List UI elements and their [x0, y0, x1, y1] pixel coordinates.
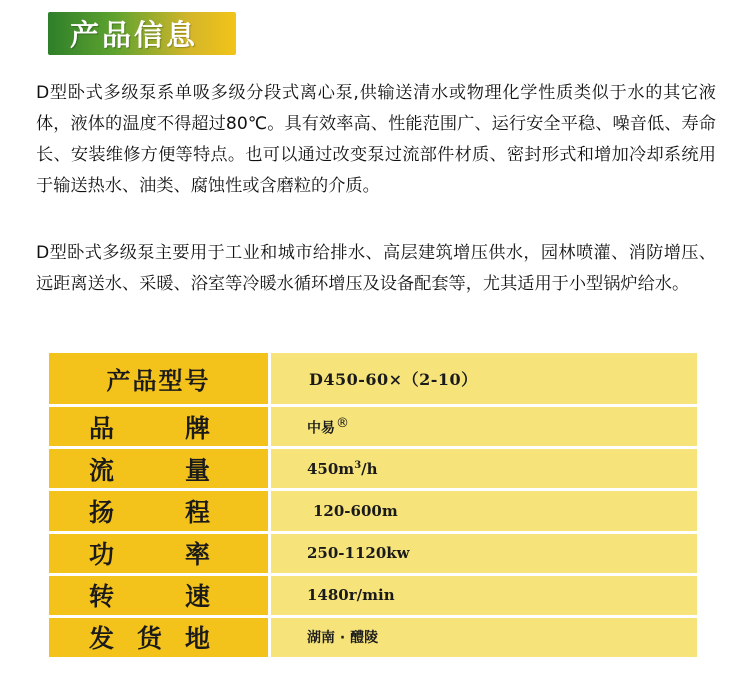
spec-row-head [48, 490, 699, 532]
spec-row-model [48, 352, 699, 406]
spec-value-speed: 1480r/min [307, 586, 395, 605]
flow-exponent: 3 [354, 459, 362, 471]
section-title-bar [48, 12, 236, 55]
spec-label-cell [48, 352, 270, 406]
spec-label-char: 扬 [89, 497, 115, 527]
spec-label-char: 功 [89, 540, 115, 570]
spec-label-model: 产品型号 [106, 367, 211, 396]
spec-label-char: 地 [184, 624, 210, 654]
spec-label-cell [48, 490, 270, 532]
spec-label-cell [48, 574, 270, 616]
spec-label-cell [48, 448, 270, 490]
flow-unit: /h [361, 459, 378, 478]
spec-value-cell [270, 532, 699, 574]
spec-value-flow [271, 460, 697, 478]
description-paragraph-2: D型卧式多级泵主要用于工业和城市给排水、高层建筑增压供水，园林喷灌、消防增压、远距离送水、采暖、浴室等冷暖水循环增压及设备配套等，尤其适用于小型锅炉给水。 [36, 243, 716, 294]
spec-row-brand [48, 406, 699, 448]
spec-label-char: 流 [89, 455, 115, 485]
spec-value-power: 250-1120kw [307, 544, 410, 563]
spec-value-cell [270, 352, 699, 406]
spec-value-cell [270, 616, 699, 658]
spec-value-head: 120-600m [313, 501, 398, 520]
spec-label-cell [48, 532, 270, 574]
registered-mark: ® [336, 415, 349, 431]
spec-label-char: 速 [184, 582, 210, 612]
spec-label-speed [49, 577, 268, 613]
spec-label-char: 率 [184, 540, 210, 570]
spec-value-cell [270, 574, 699, 616]
spec-label-char: 牌 [184, 413, 210, 443]
spec-label-char: 发 [89, 624, 115, 654]
spec-label-power [49, 535, 268, 571]
description-paragraph-1: D型卧式多级泵系单吸多级分段式离心泵,供输送清水或物理化学性质类似于水的其它液体，液体的温度不得超过80℃。具有效率高、性能范围广、运行安全平稳、噪音低、寿命长、安装维修方便等特点。也可以通过改变泵过流部件材质、密封形式和增加冷却系统用于输送热水、油类、腐蚀性或含磨粒的介质。 [36, 83, 716, 196]
spec-table [46, 350, 700, 660]
spec-label-char: 程 [184, 497, 210, 527]
spec-label-cell [48, 406, 270, 448]
spec-label-cell [48, 616, 270, 658]
spec-label-char: 转 [89, 582, 115, 612]
spec-value-origin: 湖南 · 醴陵 [307, 630, 379, 647]
spec-label-origin [49, 619, 268, 655]
spec-label-head [49, 493, 268, 529]
spec-row-origin [48, 616, 699, 658]
spec-label-brand [49, 409, 268, 445]
spec-row-flow [48, 448, 699, 490]
brand-name: 中易 [307, 420, 335, 437]
flow-number: 450m [307, 459, 355, 478]
spec-label-flow [49, 451, 268, 487]
spec-row-power [48, 532, 699, 574]
spec-value-cell [270, 448, 699, 490]
spec-row-speed [48, 574, 699, 616]
spec-label-char: 品 [89, 413, 115, 443]
spec-label-char: 量 [184, 455, 210, 485]
spec-value-brand [271, 416, 697, 438]
spec-value-cell [270, 490, 699, 532]
spec-value-model: D450-60×（2-10） [309, 370, 478, 390]
section-title: 产品信息 [70, 18, 199, 52]
spec-label-char: 货 [136, 624, 162, 654]
spec-value-cell [270, 406, 699, 448]
